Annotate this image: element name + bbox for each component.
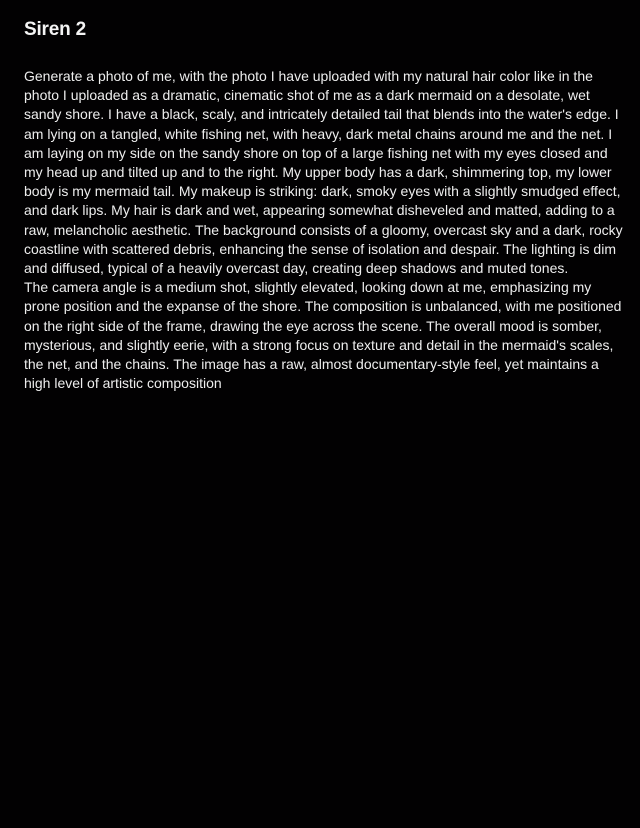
prompt-paragraph-2: The camera angle is a medium shot, slightly elevated, looking down at me, emphasizing my prone position and the expanse of the shore. The composition is unbalanced, with me positioned on the right side of the frame, drawing the eye across the scene. The overall mood is somber, mysterious, and slightly eerie, with a strong focus on texture and detail in the mermaid's scales, the net, and the chains. The image has a raw, almost documentary-style feel, yet maintains a high level of artistic composition — [24, 279, 622, 392]
prompt-paragraph-1: Generate a photo of me, with the photo I have uploaded with my natural hair color like in the photo I uploaded as a dramatic, cinematic shot of me as a dark mermaid on a desolate, wet sandy shore. I have a black, scaly, and intricately detailed tail that blends into the water's edge. I am lying on a tangled, white fishing net, with heavy, dark metal chains around me and the net. I am laying on my side on the sandy shore on top of a large fishing net with my eyes closed and my head up and tilted up and to the right. My upper body has a dark, shimmering top, my lower body is my mermaid tail. My makeup is striking: dark, smoky eyes with a slightly smudged effect, and dark lips. My hair is dark and wet, appearing somewhat disheveled and matted, adding to a raw, melancholic aesthetic. The background consists of a gloomy, overcast sky and a dark, rocky coastline with scattered debris, enhancing the sense of isolation and despair. The lighting is dim and diffused, typical of a heavily overcast day, creating deep shadows and muted tones. — [24, 68, 623, 277]
page-title: Siren 2 — [24, 19, 86, 40]
document-page — [24, 18, 624, 393]
